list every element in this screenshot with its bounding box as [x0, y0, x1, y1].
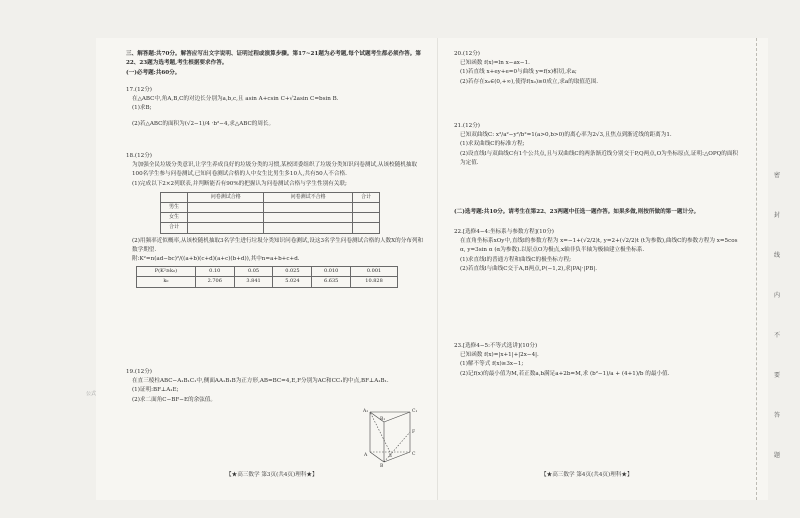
q21-stem: 已知双曲线C: x²/a²−y²/b²=1(a>0,b>0)的离心率为2√3,且焦点到渐近线的距离为1.: [460, 132, 672, 139]
q17-stem: 在△ABC中,角A,B,C的对边长分别为a,b,c,且 asin A+csin C+√2asin C=bsin B.: [132, 96, 339, 103]
question-23: [454, 342, 740, 379]
q18-formula: 附:K²=n(ad−bc)²/((a+b)(c+d)(a+c)(b+d)),其中n=a+b+c+d.: [132, 256, 300, 263]
seal-char: 密: [773, 172, 780, 179]
prism-figure: [362, 404, 422, 468]
ct-header-total: 合计: [352, 192, 379, 202]
q18-number: 18.(12分): [126, 153, 152, 159]
q23-number: 23.[选修4−5:不等式选讲](10分): [454, 343, 538, 349]
seal-char: 不: [773, 332, 780, 339]
exam-sheet: [96, 38, 768, 500]
label-e: E: [389, 454, 393, 459]
ct-header-fail: 问卷测试不合格: [264, 192, 353, 202]
q20-number: 20.(12分): [454, 51, 480, 57]
seal-char: 答: [773, 412, 780, 419]
q19-number: 19.(12分): [126, 369, 152, 375]
q17-number: 17.(12分): [126, 87, 152, 93]
crit-k-5: 10.828: [351, 277, 398, 287]
section3-intro: 三、解答题:共70分。解答应写出文字说明、证明过程或演算步骤。第17~21题为必考题,每个试题考生都必须作答。第22、23题为选考题,考生根据要求作答。: [126, 51, 421, 67]
contingency-table: [160, 192, 380, 234]
ct-header-blank: [161, 192, 188, 202]
edge-ab: [370, 452, 384, 462]
segment-bf: [384, 432, 410, 462]
q19-part1: (1)证明:BF⊥A₁E;: [132, 387, 179, 394]
q18-stem: 为加强全民垃圾分类意识,让学生养成良好的垃圾分类的习惯,某校团委组织了垃圾分类知识问卷测试,从该校随机抽取100名学生参与问卷测试,已知问卷测试合格的人中女生比男生多10人,共有50人不合格.: [132, 162, 418, 178]
crit-p-2: 0.05: [234, 267, 273, 277]
q23-part2: (2)记f(x)的最小值为M,若正数a,b满足a+2b=M,求 (b²−1)/a + (4+1)/b 的最小值.: [460, 370, 670, 377]
question-21: [454, 122, 740, 168]
q18-part2: (2)用频率近似概率,从该校随机抽取3名学生进行垃圾分类知识问卷测试,设这3名学生问卷测试合格的人数X的分布列和数学期望.: [132, 237, 424, 253]
question-19: [126, 368, 426, 405]
crit-k-2: 3.841: [234, 277, 273, 287]
crit-p-4: 0.010: [312, 267, 351, 277]
crit-k-4: 6.635: [312, 277, 351, 287]
ct-row-female: 女生: [161, 213, 188, 223]
q22-part2: (2)若直线l与曲线C交于A,B两点,P(−1,2),求|PA|·|PB|.: [460, 265, 597, 272]
label-a1: A₁: [363, 409, 369, 414]
margin-scribble: 公式: [86, 391, 97, 397]
crit-k-1: 2.706: [195, 277, 234, 287]
label-c: C: [412, 452, 416, 457]
seal-char: 封: [773, 212, 780, 219]
seal-char: 内: [773, 292, 780, 299]
q20-part2: (2)若存在x₀∈(0,+∞),使得f(x₀)≥0成立,求a的取值范围.: [460, 78, 598, 85]
page3-footer: 【★高三数学 第3页(共4页)理科★】: [226, 472, 318, 478]
label-b: B: [380, 464, 384, 468]
ct-row-total: 合计: [161, 223, 188, 233]
page-fold: [437, 38, 438, 500]
crit-p-5: 0.001: [351, 267, 398, 277]
seal-char: 题: [773, 452, 780, 459]
question-20: [454, 50, 740, 87]
crit-p-1: 0.10: [195, 267, 234, 277]
q18-part1: (1)完成以下2×2列联表,并判断能否有90%的把握认为问卷测试合格与学生性别有关联;: [132, 180, 347, 187]
q21-part1: (1)求双曲线C的标准方程;: [460, 141, 525, 148]
label-a: A: [364, 453, 368, 458]
label-b1: B₁: [380, 417, 386, 422]
seal-char: 线: [773, 252, 780, 259]
crit-label-k: k₀: [137, 277, 196, 287]
crit-label-p: P(K²≥k₀): [137, 267, 196, 277]
crit-p-3: 0.025: [273, 267, 312, 277]
binding-margin: [756, 38, 769, 500]
question-18: [126, 152, 426, 288]
q17-part2: (2)若△ABC的面积为(√2−1)/4 ·b²−4,求△ABC的周长。: [132, 120, 275, 127]
elective-header: (二)选考题:共10分。请考生在第22、23两题中任选一题作答。如果多做,则按所做的第一题计分。: [454, 209, 700, 215]
q22-stem: 在直角坐标系xOy中,直线l的参数方程为 x=−1+(√2/2)t, y=2+(√2/2)t (t为参数),曲线C的参数方程为 x=5cos α, y=3sin α (α为参数).以原点O为极点,x轴非负半轴为极轴建立极坐标系.: [460, 238, 738, 254]
q17-part1: (1)求B;: [132, 105, 152, 112]
edge-b1c1: [384, 412, 410, 422]
question-17: [126, 86, 426, 129]
q20-part1: (1)若直线 x+ey+e=0与曲线 y=f(x)相切,求a;: [460, 69, 577, 76]
seal-line-notice: [773, 172, 781, 492]
q22-number: 22.[选修4−4:坐标系与参数方程](10分): [454, 229, 554, 235]
ct-header-pass: 问卷测试合格: [188, 192, 264, 202]
q23-part1: (1)解不等式 f(x)≥3x−1;: [460, 361, 524, 368]
q19-part2: (2)求二面角C−BF−E的余弦值。: [132, 396, 216, 403]
q22-part1: (1)求直线l的普通方程和曲线C的极坐标方程;: [460, 256, 571, 263]
label-c1: C₁: [412, 409, 418, 414]
label-f: F: [412, 430, 416, 435]
q23-stem: 已知函数 f(x)=|x+1|+|2x−4|.: [460, 352, 539, 359]
page4-footer: 【★高三数学 第4页(共4页)理科★】: [541, 472, 633, 478]
q20-stem: 已知函数 f(x)=ln x−ax−1.: [460, 60, 530, 67]
q21-number: 21.(12分): [454, 123, 480, 129]
required-header: (一)必考题:共60分。: [126, 70, 181, 76]
q19-stem: 在直三棱柱ABC−A₁B₁C₁中,侧面AA₁B₁B为正方形,AB=BC=4,E,F分别为AC和CC₁的中点,BF⊥A₁B₁.: [132, 378, 389, 385]
q21-part2: (2)设直线l与双曲线C有1个公共点,且与双曲线C的两条渐近线分别交于P,Q两点,O为坐标原点,证明:△OPQ的面积为定值.: [460, 150, 739, 166]
edge-bc: [384, 452, 410, 462]
ct-row-male: 男生: [161, 203, 188, 213]
critical-value-table: [136, 266, 398, 287]
crit-k-3: 5.024: [273, 277, 312, 287]
seal-char: 要: [773, 372, 780, 379]
question-22: [454, 228, 740, 274]
